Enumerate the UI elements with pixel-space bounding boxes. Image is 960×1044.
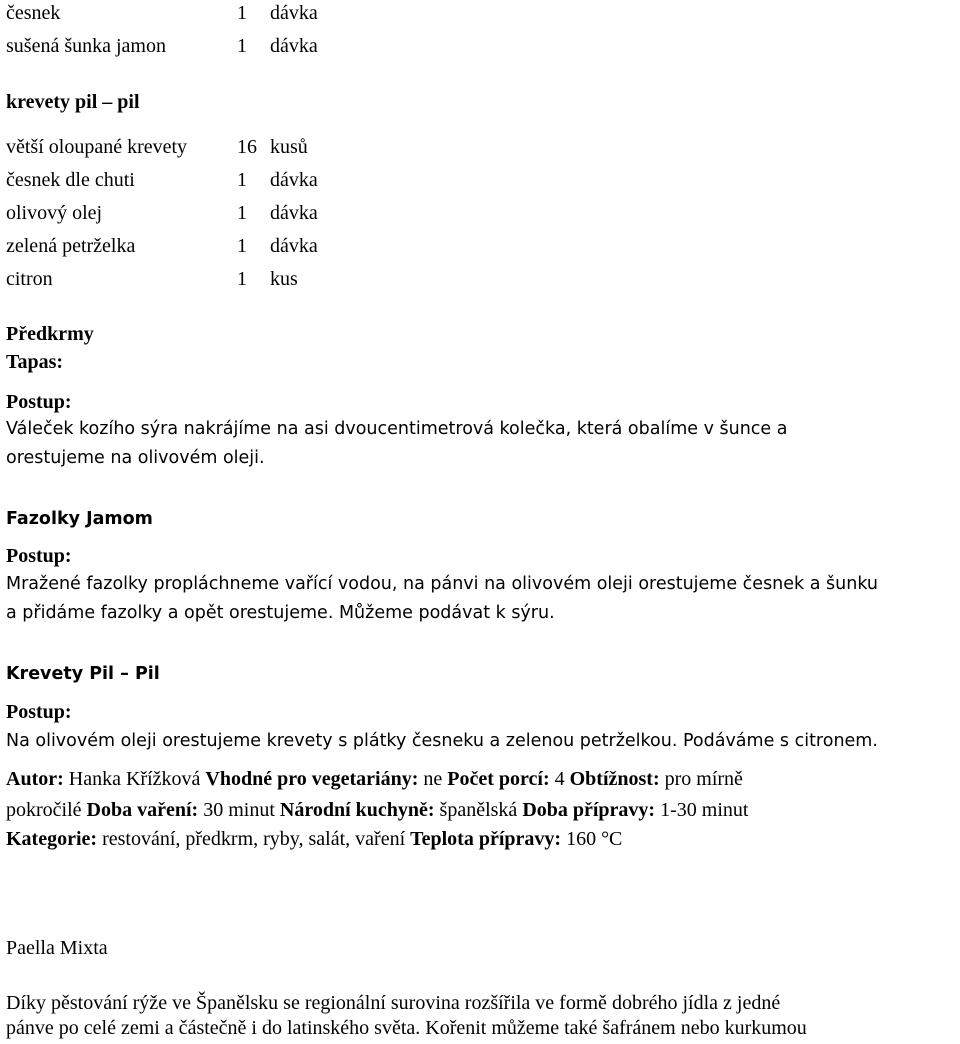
meta-value: španělská [439, 799, 518, 821]
meta-label: Národní kuchyně: [279, 799, 435, 821]
ingredient-unit: dávka [270, 2, 318, 24]
ingredient-name: citron [6, 268, 53, 290]
ingredient-unit: dávka [270, 202, 318, 224]
ingredient-name: česnek [6, 2, 61, 24]
postup-line: Na olivovém oleji orestujeme krevety s plátky česneku a zelenou petrželkou. Podáváme s citronem. [6, 731, 878, 751]
ingredient-qty: 1 [237, 2, 247, 24]
meta-value: pokročilé [6, 799, 82, 821]
ingredient-qty: 1 [237, 202, 247, 224]
ingredient-unit: kusů [270, 136, 308, 158]
ingredient-qty: 1 [237, 169, 247, 191]
ingredient-qty: 16 [237, 136, 257, 158]
postup-line: Mražené fazolky propláchneme vařící vodou, na pánvi na olivovém oleji orestujeme česnek a šunku [6, 574, 879, 594]
recipe-meta-line [6, 800, 748, 820]
meta-value: Hanka Křížková [68, 768, 201, 790]
meta-label: Doba přípravy: [522, 799, 656, 821]
postup-line: orestujeme na olivovém oleji. [6, 448, 265, 468]
meta-label: Kategorie: [6, 828, 98, 850]
paragraph-line: pánve po celé zemi a částečně i do latinského světa. Kořenit můžeme také šafránem nebo kurkumou [6, 1017, 807, 1039]
postup-line: Váleček kozího sýra nakrájíme na asi dvoucentimetrová kolečka, která obalíme v šunce a [6, 419, 788, 439]
meta-label: Autor: [6, 768, 64, 790]
paragraph-line: Díky pěstování rýže ve Španělsku se regionální surovina rozšířila ve formě dobrého jídla z jedné [6, 992, 781, 1014]
meta-value: ne [423, 768, 443, 790]
postup-label: Postup: [6, 391, 72, 413]
postup-label: Postup: [6, 545, 72, 567]
meta-value: 1-30 minut [660, 799, 749, 821]
ingredient-qty: 1 [237, 35, 247, 57]
meta-value: 30 minut [203, 799, 275, 821]
postup-label: Postup: [6, 701, 72, 723]
meta-label: Počet porcí: [447, 768, 550, 790]
ingredient-qty: 1 [237, 235, 247, 257]
meta-label: Obtížnost: [569, 768, 660, 790]
meta-label: Teplota přípravy: [410, 828, 562, 850]
ingredient-qty: 1 [237, 268, 247, 290]
recipe-title: Fazolky Jamom [6, 509, 153, 529]
ingredient-unit: dávka [270, 235, 318, 257]
meta-value: 4 [554, 768, 565, 790]
recipe-title: Paella Mixta [6, 937, 108, 959]
ingredient-name: česnek dle chuti [6, 169, 135, 191]
subcategory-heading: Tapas: [6, 351, 64, 373]
recipe-meta-line [6, 829, 622, 849]
meta-value: 160 °C [566, 828, 623, 850]
ingredient-name: olivový olej [6, 202, 103, 224]
meta-label: Doba vaření: [86, 799, 199, 821]
recipe-title: Krevety Pil – Pil [6, 664, 160, 684]
recipe-meta-line [6, 769, 743, 789]
postup-line: a přidáme fazolky a opět orestujeme. Můžeme podávat k sýru. [6, 603, 555, 623]
meta-value: pro mírně [664, 768, 743, 790]
ingredient-unit: dávka [270, 169, 318, 191]
ingredient-name: větší oloupané krevety [6, 136, 188, 158]
ingredient-name: sušená šunka jamon [6, 35, 166, 57]
meta-label: Vhodné pro vegetariány: [205, 768, 419, 790]
meta-value: restování, předkrm, ryby, salát, vaření [102, 828, 406, 850]
category-heading: Předkrmy [6, 323, 94, 345]
recipe-section-heading: krevety pil – pil [6, 91, 140, 113]
ingredient-unit: kus [270, 268, 298, 290]
ingredient-name: zelená petrželka [6, 235, 136, 257]
ingredient-unit: dávka [270, 35, 318, 57]
